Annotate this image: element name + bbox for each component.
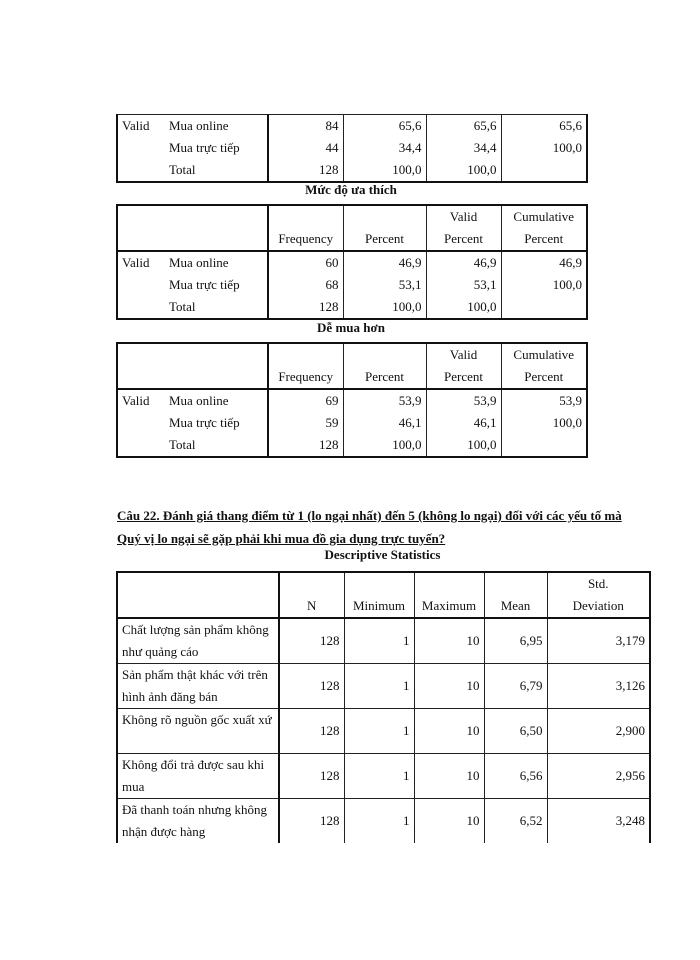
minimum-cell: 1: [344, 618, 414, 664]
cumulative-percent-cell: [501, 296, 587, 319]
frequency-table-1: [116, 114, 588, 183]
row-label: Không đổi trả được sau khi mua: [117, 754, 279, 799]
mean-cell: 6,56: [484, 754, 547, 799]
group-label: Valid: [117, 389, 165, 412]
row-label: Mua online: [165, 389, 268, 412]
row-label: Mua online: [165, 115, 268, 138]
minimum-cell: 1: [344, 664, 414, 709]
std-header: Std.: [547, 572, 650, 595]
row-label: Total: [165, 159, 268, 182]
row-label: Mua trực tiếp: [165, 137, 268, 159]
cumulative-percent-cell: 53,9: [501, 389, 587, 412]
cumulative-percent-cell: 65,6: [501, 115, 587, 138]
table-row: [117, 434, 587, 457]
row-label: Mua trực tiếp: [165, 412, 268, 434]
valid-header: Valid: [426, 343, 501, 366]
percent-cell: 100,0: [343, 159, 426, 182]
valid-percent-cell: 100,0: [426, 159, 501, 182]
n-header: N: [279, 572, 344, 618]
n-cell: 128: [279, 754, 344, 799]
group-label: [117, 274, 165, 296]
table-row: [117, 159, 587, 182]
percent-cell: 100,0: [343, 434, 426, 457]
header-row: [117, 205, 587, 228]
mean-cell: 6,50: [484, 709, 547, 754]
table-row: [117, 709, 650, 754]
cumulative-percent-cell: [501, 434, 587, 457]
maximum-cell: 10: [414, 799, 484, 844]
valid-percent-cell: 46,9: [426, 251, 501, 274]
percent-header: Percent: [343, 205, 426, 251]
percent-cell: 53,9: [343, 389, 426, 412]
row-label: Chất lượng sản phẩm không như quảng cáo: [117, 618, 279, 664]
std-cell: 3,126: [547, 664, 650, 709]
valid-percent-cell: 46,1: [426, 412, 501, 434]
std-cell: 2,900: [547, 709, 650, 754]
cumulative-percent-header: Percent: [501, 228, 587, 251]
valid-percent-cell: 53,1: [426, 274, 501, 296]
row-label: Mua trực tiếp: [165, 274, 268, 296]
frequency-cell: 128: [268, 296, 343, 319]
group-label: [117, 159, 165, 182]
group-label: Valid: [117, 115, 165, 138]
minimum-cell: 1: [344, 754, 414, 799]
table-caption: Dễ mua hơn: [317, 320, 385, 335]
group-label: [117, 412, 165, 434]
cumulative-percent-header: Percent: [501, 366, 587, 389]
mean-cell: 6,79: [484, 664, 547, 709]
row-label: Đã thanh toán nhưng không nhận được hàng: [117, 799, 279, 844]
row-label: Total: [165, 434, 268, 457]
table-row: [117, 754, 650, 799]
mean-header: Mean: [484, 572, 547, 618]
group-label: [117, 296, 165, 319]
n-cell: 128: [279, 618, 344, 664]
n-cell: 128: [279, 664, 344, 709]
corner-cell: [117, 205, 268, 251]
frequency-header: Frequency: [268, 205, 343, 251]
row-label: Sản phẩm thật khác với trên hình ảnh đăng bán: [117, 664, 279, 709]
valid-percent-cell: 100,0: [426, 434, 501, 457]
maximum-cell: 10: [414, 618, 484, 664]
table-row: [117, 389, 587, 412]
table-row: [117, 137, 587, 159]
valid-header: Valid: [426, 205, 501, 228]
mean-cell: 6,95: [484, 618, 547, 664]
table-row: [117, 274, 587, 296]
deviation-header: Deviation: [547, 595, 650, 618]
table-row: [117, 799, 650, 844]
maximum-cell: 10: [414, 754, 484, 799]
table-row: [117, 251, 587, 274]
table-row: [117, 296, 587, 319]
valid-percent-cell: 65,6: [426, 115, 501, 138]
percent-cell: 53,1: [343, 274, 426, 296]
std-cell: 3,179: [547, 618, 650, 664]
frequency-table-3: [116, 342, 588, 458]
table-caption: Mức độ ưa thích: [305, 182, 397, 197]
maximum-header: Maximum: [414, 572, 484, 618]
minimum-cell: 1: [344, 799, 414, 844]
descriptive-statistics-table: [116, 571, 651, 843]
descriptive-statistics-caption: Descriptive Statistics: [324, 547, 441, 562]
header-row: [117, 343, 587, 366]
group-label: Valid: [117, 251, 165, 274]
percent-cell: 46,9: [343, 251, 426, 274]
frequency-header: Frequency: [268, 343, 343, 389]
cumulative-percent-cell: 46,9: [501, 251, 587, 274]
group-label: [117, 434, 165, 457]
frequency-cell: 69: [268, 389, 343, 412]
n-cell: 128: [279, 709, 344, 754]
valid-percent-cell: 100,0: [426, 296, 501, 319]
corner-cell: [117, 572, 279, 618]
frequency-cell: 84: [268, 115, 343, 138]
percent-cell: 65,6: [343, 115, 426, 138]
valid-percent-cell: 53,9: [426, 389, 501, 412]
percent-cell: 100,0: [343, 296, 426, 319]
std-cell: 2,956: [547, 754, 650, 799]
frequency-cell: 128: [268, 159, 343, 182]
cumulative-header: Cumulative: [501, 205, 587, 228]
valid-percent-header: Percent: [426, 228, 501, 251]
valid-percent-cell: 34,4: [426, 137, 501, 159]
group-label: [117, 137, 165, 159]
table-row: [117, 115, 587, 138]
corner-cell: [117, 343, 268, 389]
table-row: [117, 664, 650, 709]
cumulative-percent-cell: [501, 159, 587, 182]
table-row: [117, 412, 587, 434]
valid-percent-header: Percent: [426, 366, 501, 389]
minimum-header: Minimum: [344, 572, 414, 618]
frequency-cell: 59: [268, 412, 343, 434]
cumulative-percent-cell: 100,0: [501, 274, 587, 296]
percent-header: Percent: [343, 343, 426, 389]
row-label: Total: [165, 296, 268, 319]
percent-cell: 34,4: [343, 137, 426, 159]
frequency-cell: 128: [268, 434, 343, 457]
maximum-cell: 10: [414, 709, 484, 754]
std-cell: 3,248: [547, 799, 650, 844]
cumulative-percent-cell: 100,0: [501, 137, 587, 159]
maximum-cell: 10: [414, 664, 484, 709]
cumulative-header: Cumulative: [501, 343, 587, 366]
question-heading: Câu 22. Đánh giá thang điểm từ 1 (lo ngại nhất) đến 5 (không lo ngại) đối với các yếu tố mà Quý vị lo ngại sẽ gặp phải khi mua đồ gia dụng trực tuyến?: [117, 508, 622, 546]
row-label: Mua online: [165, 251, 268, 274]
header-row: [117, 572, 650, 595]
frequency-cell: 68: [268, 274, 343, 296]
minimum-cell: 1: [344, 709, 414, 754]
n-cell: 128: [279, 799, 344, 844]
table-row: [117, 618, 650, 664]
percent-cell: 46,1: [343, 412, 426, 434]
frequency-table-2: [116, 204, 588, 320]
row-label: Không rõ nguồn gốc xuất xứ: [117, 709, 279, 754]
cumulative-percent-cell: 100,0: [501, 412, 587, 434]
mean-cell: 6,52: [484, 799, 547, 844]
frequency-cell: 44: [268, 137, 343, 159]
frequency-cell: 60: [268, 251, 343, 274]
